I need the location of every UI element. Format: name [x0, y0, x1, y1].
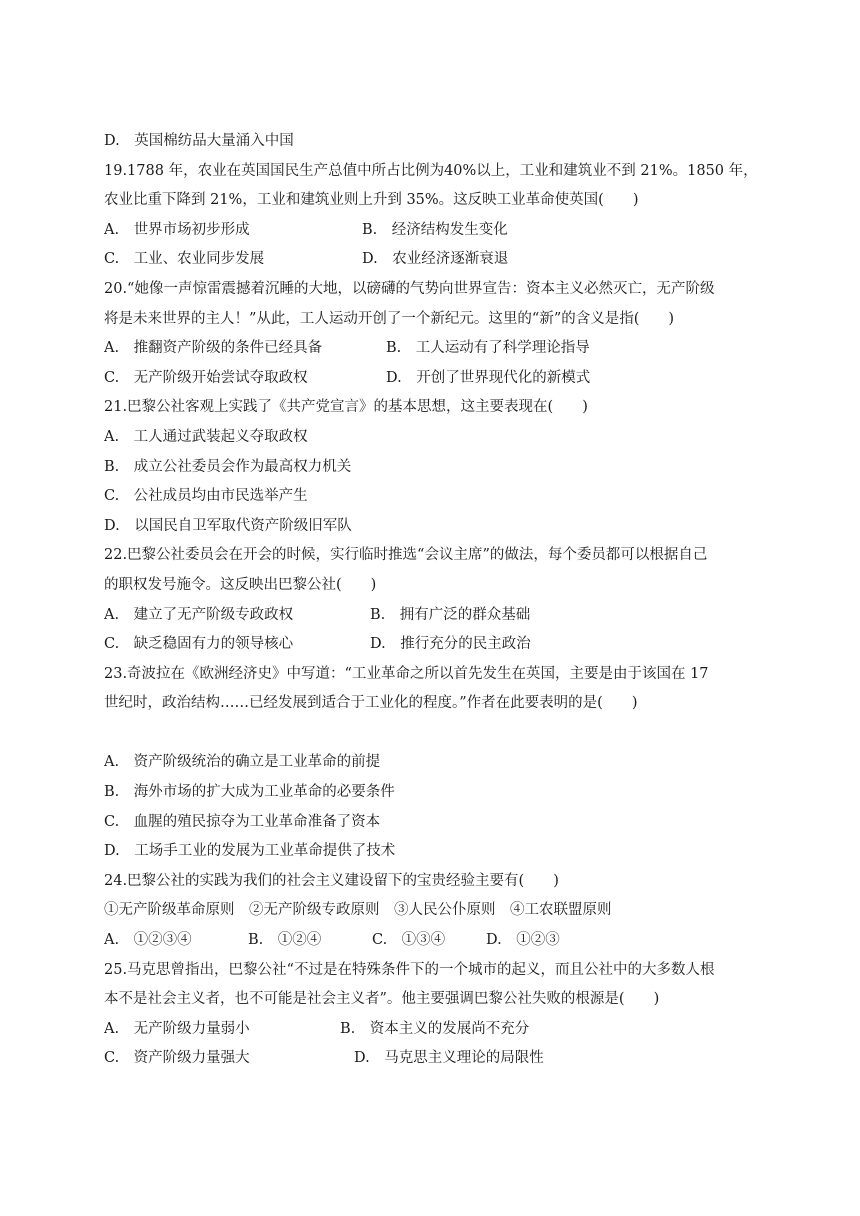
q23-option-a: A. 资产阶级统治的确立是工业革命的前提: [104, 754, 381, 771]
q24-stem-line-2: ①无产阶级革命原则 ②无产阶级专政原则 ③人民公仆原则 ④工农联盟原则: [104, 902, 612, 919]
q20-stem-line-1: 20.“她像一声惊雷震撼着沉睡的大地，以磅礴的气势向世界宣告：资本主义必然灭亡，无产阶级: [104, 280, 715, 297]
question-22: [104, 541, 764, 659]
q19-option-c: C. 工业、农业同步发展: [104, 251, 265, 268]
q21-option-b: B. 成立公社委员会作为最高权力机关: [104, 458, 352, 475]
q23-option-c: C. 血腥的殖民掠夺为工业革命准备了资本: [104, 813, 381, 830]
q25-stem-line-2: 本不是社会主义者，也不可能是社会主义者”。他主要强调巴黎公社失败的根源是( ): [104, 991, 660, 1008]
question-20: [104, 275, 764, 393]
q23-option-d: D. 工场手工业的发展为工业革命提供了技术: [104, 843, 396, 860]
q24-stem-line-1: 24.巴黎公社的实践为我们的社会主义建设留下的宝贵经验主要有( ): [104, 872, 559, 889]
q22-stem-line-2: 的职权发号施令。这反映出巴黎公社( ): [104, 576, 377, 593]
q25-option-b: B. 资本主义的发展尚不充分: [340, 1020, 530, 1037]
q24-option-d: D. ①②③: [486, 932, 560, 949]
q21-stem-line-1: 21.巴黎公社客观上实践了《共产党宣言》的基本思想，这主要表现在( ): [104, 399, 588, 416]
question-24: [104, 867, 764, 956]
q24-option-a: A. ①②③④: [104, 932, 192, 949]
q23-blank-line: [104, 719, 764, 749]
q21-option-d: D. 以国民自卫军取代资产阶级旧军队: [104, 517, 352, 534]
q20-option-b: B. 工人运动有了科学理论指导: [386, 340, 590, 357]
q23-option-b: B. 海外市场的扩大成为工业革命的必要条件: [104, 784, 395, 801]
q20-option-d: D. 开创了世界现代化的新模式: [386, 369, 591, 386]
q25-option-a: A. 无产阶级力量弱小: [104, 1020, 250, 1037]
q24-options: [104, 926, 764, 956]
q22-option-d: D. 推行充分的民主政治: [370, 636, 531, 653]
q19-option-a: A. 世界市场初步形成: [104, 221, 250, 238]
q22-options-ab: [104, 601, 764, 631]
question-23: [104, 660, 764, 867]
q25-options-ab: [104, 1015, 764, 1045]
exam-page: [104, 127, 764, 1074]
q19-option-d: D. 农业经济逐渐衰退: [362, 251, 509, 268]
question-25: [104, 956, 764, 1074]
q21-option-a: A. 工人通过武装起义夺取政权: [104, 428, 308, 445]
q19-option-b: B. 经济结构发生变化: [362, 221, 508, 238]
q20-option-c: C. 无产阶级开始尝试夺取政权: [104, 369, 308, 386]
q24-option-b: B. ①②④: [248, 932, 322, 949]
q19-options-cd: [104, 245, 764, 275]
q19-options-ab: [104, 216, 764, 246]
q25-options-cd: [104, 1044, 764, 1074]
q23-stem-line-2: 世纪时，政治结构……已经发展到适合于工业化的程度。”作者在此要表明的是( ): [104, 695, 638, 712]
q24-option-c: C. ①③④: [372, 932, 446, 949]
q25-stem-line-1: 25.马克思曾指出，巴黎公社“不过是在特殊条件下的一个城市的起义，而且公社中的大多数人根: [104, 961, 715, 978]
q22-option-a: A. 建立了无产阶级专政政权: [104, 606, 294, 623]
q25-option-c: C. 资产阶级力量强大: [104, 1050, 250, 1067]
q19-stem-line-1: 19.1788 年，农业在英国国民生产总值中所占比例为40%以上，工业和建筑业不到 21%。1850 年，: [104, 162, 758, 179]
q20-options-ab: [104, 334, 764, 364]
q22-stem-line-1: 22.巴黎公社委员会在开会的时候，实行临时推选“会议主席”的做法，每个委员都可以根据自己: [104, 547, 708, 564]
q18-option-d: D. 英国棉纺品大量涌入中国: [104, 133, 294, 149]
q21-option-c: C. 公社成员均由市民选举产生: [104, 488, 308, 505]
q23-stem-line-1: 23.奇波拉在《欧洲经济史》中写道：“工业革命之所以首先发生在英国，主要是由于该国在 17: [104, 665, 709, 682]
q22-option-b: B. 拥有广泛的群众基础: [370, 606, 531, 623]
q20-options-cd: [104, 364, 764, 394]
question-21: [104, 393, 764, 541]
q25-option-d: D. 马克思主义理论的局限性: [354, 1050, 544, 1067]
q19-stem-line-2: 农业比重下降到 21%，工业和建筑业则上升到 35%。这反映工业革命使英国( ): [104, 192, 639, 209]
q22-options-cd: [104, 630, 764, 660]
q20-stem-line-2: 将是未来世界的主人！”从此，工人运动开创了一个新纪元。这里的“新”的含义是指( ): [104, 310, 675, 327]
q20-option-a: A. 推翻资产阶级的条件已经具备: [104, 340, 323, 357]
question-19: [104, 157, 764, 275]
q22-option-c: C. 缺乏稳固有力的领导核心: [104, 636, 294, 653]
